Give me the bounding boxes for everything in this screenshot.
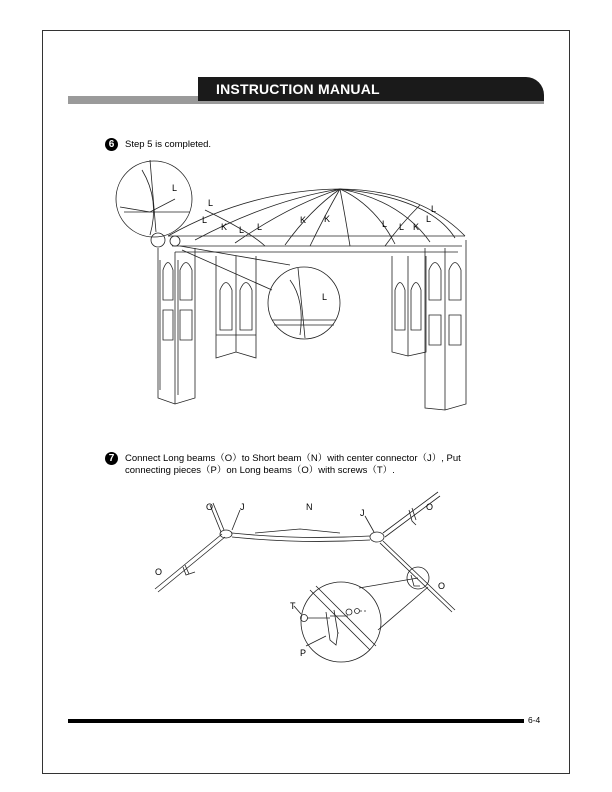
label-N: N (306, 502, 313, 512)
label-L: L (426, 214, 432, 224)
step-7-text-line1: Connect Long beams（O）to Short beam（N）with center connector（J）, Put (125, 453, 461, 464)
label-L: L (208, 198, 214, 208)
label-K: K (221, 222, 228, 232)
label-J: J (360, 508, 365, 518)
label-L: L (399, 222, 405, 232)
label-P: P (300, 648, 307, 658)
label-K: K (300, 215, 307, 225)
label-L: L (322, 292, 328, 302)
label-O: O (426, 502, 434, 512)
label-L: L (202, 215, 208, 225)
label-L: L (239, 225, 245, 235)
label-T: T (290, 601, 296, 611)
page-title: INSTRUCTION MANUAL (216, 81, 380, 97)
detail-circle-top (116, 161, 192, 237)
label-L: L (172, 183, 178, 193)
detail-circle-screw (301, 582, 381, 662)
label-L: L (382, 219, 388, 229)
label-K: K (413, 222, 420, 232)
step-6-text: Step 5 is completed. (125, 139, 212, 150)
label-O: O (155, 567, 163, 577)
gazebo-illustration (116, 160, 466, 410)
label-L: L (431, 204, 437, 214)
label-O: O (206, 502, 214, 512)
beam-assembly-illustration (155, 492, 455, 662)
step-7-text-line2: connecting pieces（P）on Long beams（O）with screws（T）. (125, 465, 395, 476)
label-L: L (257, 222, 263, 232)
step-7-number: 7 (105, 452, 118, 465)
diagram-labels (155, 183, 445, 658)
label-K: K (324, 214, 331, 224)
step-6-number: 6 (105, 138, 118, 151)
label-J: J (240, 502, 245, 512)
footer-rule (68, 719, 524, 723)
label-O: O (438, 581, 446, 591)
page-number: 6-4 (528, 715, 541, 725)
